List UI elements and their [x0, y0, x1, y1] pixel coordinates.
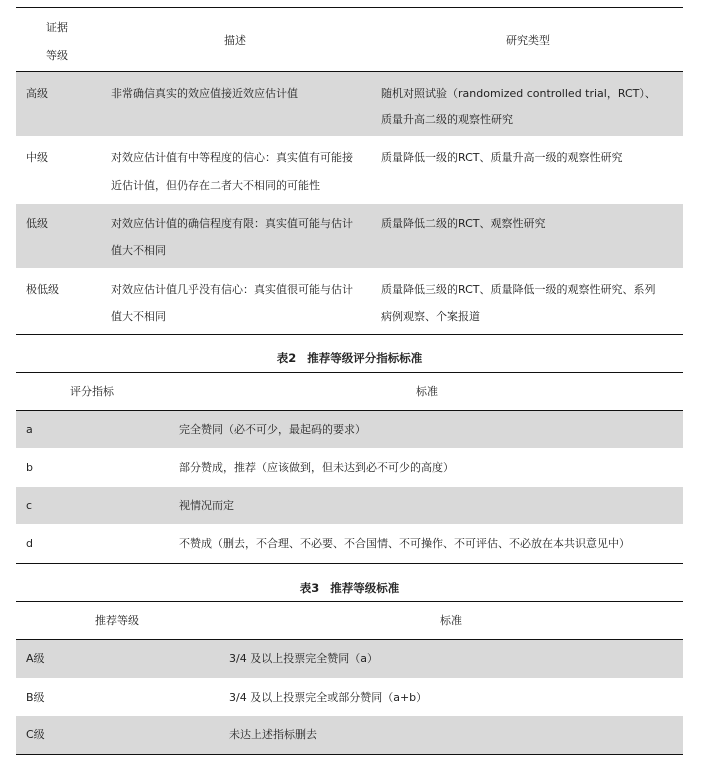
- standard-cell: 3/4 及以上投票完全或部分赞同（a+b）: [229, 691, 428, 704]
- table-row: [16, 72, 683, 136]
- level-cell: 中级: [26, 151, 48, 164]
- description-cell: 对效应估计值的确信程度有限：真实值可能与估计: [111, 217, 353, 230]
- table-row: [16, 524, 683, 563]
- standard-cell: 部分赞成，推荐（应该做到，但未达到必不可少的高度）: [179, 461, 454, 474]
- table-row: [16, 411, 683, 448]
- table2-header: [16, 373, 683, 410]
- table-row: [16, 487, 683, 524]
- header-evidence-level-line1: 证据: [46, 21, 68, 34]
- description-cell: 对效应估计值几乎没有信心：真实值很可能与估计: [111, 283, 353, 296]
- standard-cell: 完全赞同（必不可少，最起码的要求）: [179, 423, 366, 436]
- header-standard: 标准: [440, 614, 462, 627]
- table-row: [16, 448, 683, 487]
- study-type-cell: 质量降低三级的RCT、质量降低一级的观察性研究、系列: [381, 283, 656, 296]
- table3-caption-label: 表3: [299, 581, 320, 595]
- table-row: [16, 268, 683, 334]
- description-cell: 对效应估计值有中等程度的信心：真实值有可能接: [111, 151, 353, 164]
- level-cell: 高级: [26, 87, 48, 100]
- table-row: [16, 716, 683, 754]
- header-description: 描述: [224, 34, 246, 47]
- header-standard: 标准: [416, 385, 438, 398]
- grade-cell: A级: [26, 652, 45, 665]
- table-row: [16, 204, 683, 268]
- table2-caption-title: 推荐等级评分指标标准: [307, 351, 423, 365]
- description-cell: 非常确信真实的效应值接近效应估计值: [111, 87, 298, 100]
- table1-header: [16, 8, 683, 72]
- table2-caption-label: 表2: [276, 351, 297, 365]
- level-cell: 极低级: [26, 283, 59, 296]
- study-type-cell-line2: 病例观察、个案报道: [381, 310, 480, 323]
- study-type-cell: 质量降低一级的RCT、质量升高一级的观察性研究: [381, 151, 623, 164]
- table-row: [16, 136, 683, 204]
- table3-caption-title: 推荐等级标准: [330, 581, 400, 595]
- level-cell: 低级: [26, 217, 48, 230]
- study-type-cell-line2: 质量升高二级的观察性研究: [381, 113, 513, 126]
- standard-cell: 未达上述指标删去: [229, 728, 317, 741]
- study-type-cell: 随机对照试验（randomized controlled trial，RCT）、: [381, 87, 656, 100]
- header-indicator: 评分指标: [70, 385, 114, 398]
- grade-cell: B级: [26, 691, 45, 704]
- table3-header: [16, 602, 683, 639]
- header-evidence-level-line2: 等级: [46, 49, 68, 62]
- indicator-cell: b: [26, 461, 33, 474]
- grade-cell: C级: [26, 728, 45, 741]
- description-cell-line2: 值大不相同: [111, 310, 166, 323]
- header-study-type: 研究类型: [506, 34, 550, 47]
- study-type-cell: 质量降低二级的RCT、观察性研究: [381, 217, 546, 230]
- table-row: [16, 678, 683, 716]
- standard-cell: 不赞成（删去，不合理、不必要、不合国情、不可操作、不可评估、不必放在本共识意见中）: [179, 537, 630, 550]
- header-grade: 推荐等级: [95, 614, 139, 627]
- indicator-cell: d: [26, 537, 33, 550]
- indicator-cell: c: [26, 499, 33, 512]
- table-row: [16, 640, 683, 678]
- table2-caption: [16, 350, 683, 366]
- description-cell-line2: 值大不相同: [111, 244, 166, 257]
- standard-cell: 视情况而定: [179, 499, 234, 512]
- table3-caption: [16, 580, 683, 596]
- indicator-cell: a: [26, 423, 33, 436]
- standard-cell: 3/4 及以上投票完全赞同（a）: [229, 652, 378, 665]
- description-cell-line2: 近估计值，但仍存在二者大不相同的可能性: [111, 179, 320, 192]
